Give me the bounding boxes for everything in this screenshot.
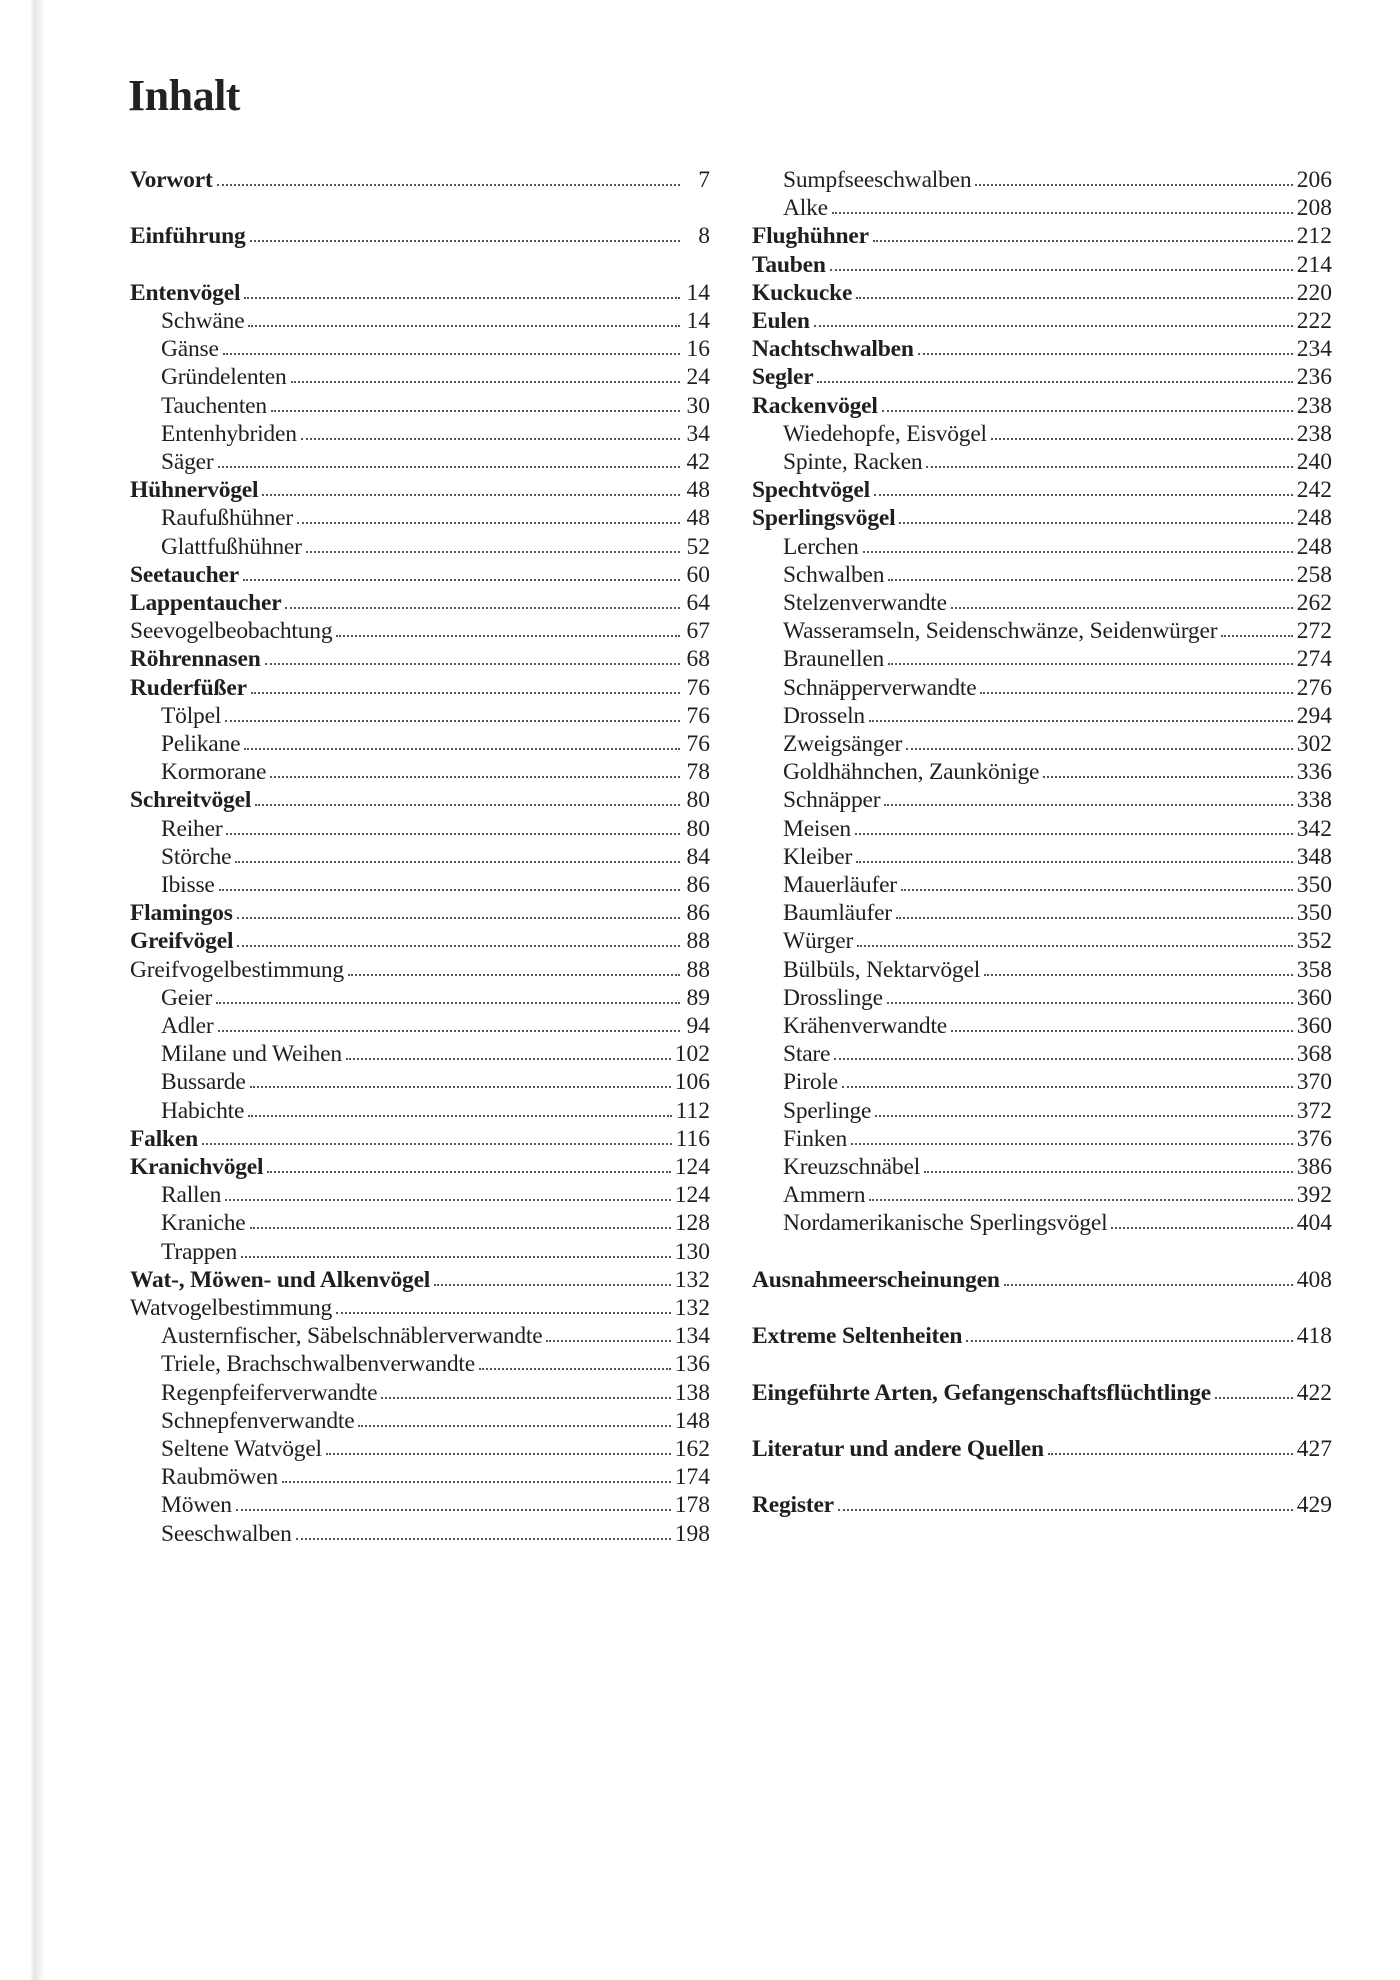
toc-entry[interactable] (161, 1517, 710, 1552)
dot-leader (817, 380, 1292, 383)
toc-entry-label: Spinte, Racken (783, 449, 923, 475)
dot-leader (926, 465, 1292, 468)
toc-entry-page-number: 240 (1296, 449, 1332, 475)
toc-entry-label: Literatur und andere Quellen (752, 1436, 1044, 1462)
toc-entry-label: Alke (783, 195, 828, 222)
toc-entry-label: Kraniche (161, 1210, 246, 1237)
toc-entry-label: Geier (161, 984, 213, 1011)
toc-entry-page-number: 8 (698, 223, 710, 250)
dot-leader (241, 1255, 671, 1258)
dot-leader (888, 662, 1293, 665)
toc-entry-page-number: 148 (674, 1407, 710, 1434)
toc-entry-page-number: 64 (686, 590, 710, 616)
dot-leader (251, 691, 680, 694)
dot-leader (918, 352, 1293, 355)
dot-leader (832, 211, 1293, 214)
toc-entry-page-number: 386 (1296, 1154, 1332, 1180)
dot-leader (951, 1029, 1293, 1032)
dot-leader (301, 437, 680, 440)
toc-entry-label: Watvogelbestimmung (130, 1295, 333, 1321)
toc-entry-page-number: 222 (1296, 308, 1332, 334)
toc-entry-label: Austernfischer, Säbelschnäblerverwandte (161, 1323, 543, 1350)
dot-leader (434, 1283, 671, 1286)
toc-entry-page-number: 372 (1296, 1097, 1332, 1124)
dot-leader (479, 1367, 671, 1370)
toc-entry-label: Nordamerikanische Sperlingsvögel (783, 1210, 1108, 1237)
toc-entry-label: Sperlingsvögel (752, 505, 896, 532)
toc-entry-label: Finken (783, 1125, 848, 1152)
dot-leader (546, 1339, 670, 1342)
toc-entry[interactable] (752, 1376, 1332, 1411)
toc-entry-page-number: 88 (686, 956, 710, 983)
toc-entry-label: Entenvögel (130, 279, 241, 306)
toc-entry-page-number: 418 (1296, 1323, 1332, 1350)
toc-entry-page-number: 352 (1296, 928, 1332, 955)
toc-entry-label: Nachtschwalben (752, 336, 914, 363)
toc-entry-label: Meisen (783, 815, 851, 842)
toc-entry-label: Seltene Watvögel (161, 1436, 322, 1462)
dot-leader (225, 1198, 671, 1201)
toc-entry-label: Störche (161, 843, 232, 870)
toc-entry-page-number: 76 (686, 702, 710, 729)
toc-entry-page-number: 214 (1296, 251, 1332, 278)
toc-entry-label: Schnäpper (783, 787, 881, 814)
toc-entry-label: Eulen (752, 308, 810, 334)
toc-entry-label: Tölpel (161, 702, 222, 729)
toc-entry-label: Pelikane (161, 731, 241, 757)
dot-leader (975, 183, 1292, 186)
dot-leader (951, 606, 1293, 609)
dot-leader (250, 1226, 671, 1229)
dot-leader (1048, 1452, 1293, 1455)
toc-entry-page-number: 429 (1296, 1492, 1332, 1519)
toc-entry-label: Drosseln (783, 702, 865, 729)
toc-entry-page-number: 368 (1296, 1041, 1332, 1068)
toc-entry-page-number: 338 (1296, 787, 1332, 814)
toc-entry-label: Lappentaucher (130, 590, 282, 616)
toc-entry-page-number: 116 (675, 1125, 710, 1152)
dot-leader (838, 1508, 1293, 1511)
toc-entry-page-number: 174 (674, 1464, 710, 1491)
toc-entry-label: Kranichvögel (130, 1154, 264, 1180)
toc-entry-page-number: 198 (674, 1520, 710, 1547)
dot-leader (218, 1029, 680, 1032)
toc-entry-label: Säger (161, 449, 214, 475)
toc-entry-label: Goldhähnchen, Zaunkönige (783, 759, 1040, 786)
dot-leader (237, 916, 680, 919)
toc-entry-page-number: 48 (686, 505, 710, 532)
toc-entry-label: Reiher (161, 815, 223, 842)
toc-entry-label: Ibisse (161, 872, 215, 898)
toc-entry-label: Seetaucher (130, 561, 239, 588)
toc-entry-label: Wasseramseln, Seidenschwänze, Seidenwürger (783, 618, 1218, 645)
toc-entry-label: Wat-, Möwen- und Alkenvögel (130, 1266, 431, 1293)
dot-leader (237, 944, 680, 947)
toc-entry-label: Schnepfenverwandte (161, 1407, 355, 1434)
dot-leader (896, 916, 1293, 919)
toc-entry-page-number: 76 (686, 674, 710, 701)
toc-entry-page-number: 208 (1296, 195, 1332, 222)
toc-entry-label: Gründelenten (161, 364, 287, 391)
dot-leader (226, 832, 680, 835)
toc-entry-label: Würger (783, 928, 854, 955)
toc-entry-label: Flamingos (130, 900, 233, 927)
toc-entry[interactable] (752, 1488, 1332, 1523)
dot-leader (282, 1480, 671, 1483)
dot-leader (1215, 1396, 1293, 1399)
dot-leader (856, 860, 1293, 863)
dot-leader (219, 888, 680, 891)
toc-entry[interactable] (752, 1319, 1332, 1354)
toc-entry-page-number: 106 (674, 1069, 710, 1096)
toc-entry[interactable] (752, 1432, 1332, 1467)
toc-entry-page-number: 238 (1296, 392, 1332, 419)
toc-entry-label: Greifvögel (130, 928, 234, 955)
toc-entry-label: Ammern (783, 1182, 866, 1209)
toc-entry-page-number: 302 (1296, 731, 1332, 757)
dot-leader (217, 183, 680, 186)
toc-entry-page-number: 78 (686, 759, 710, 786)
toc-entry-page-number: 408 (1296, 1266, 1332, 1293)
dot-leader (336, 1311, 671, 1314)
dot-leader (216, 1001, 680, 1004)
toc-entry-page-number: 162 (674, 1436, 710, 1462)
toc-entry-label: Adler (161, 1013, 214, 1039)
toc-entry-label: Seevogelbeobachtung (130, 618, 333, 645)
dot-leader (244, 296, 680, 299)
toc-entry-page-number: 124 (674, 1182, 710, 1209)
toc-entry-label: Schnäpperverwandte (783, 674, 977, 701)
toc-entry-page-number: 234 (1296, 336, 1332, 363)
page-title: Inhalt (128, 71, 240, 120)
dot-leader (262, 493, 680, 496)
dot-leader (834, 1057, 1292, 1060)
toc-entry-label: Gänse (161, 336, 219, 363)
dot-leader (243, 578, 680, 581)
dot-leader (856, 296, 1293, 299)
toc-entry[interactable] (130, 163, 710, 198)
toc-entry-page-number: 86 (686, 872, 710, 898)
toc-entry-label: Entenhybriden (161, 420, 297, 447)
toc-entry-page-number: 128 (674, 1210, 710, 1237)
dot-leader (855, 832, 1293, 835)
toc-entry-page-number: 336 (1296, 759, 1332, 786)
toc-entry[interactable] (130, 219, 710, 254)
dot-leader (225, 719, 680, 722)
toc-entry-label: Ausnahmeerscheinungen (752, 1266, 1000, 1293)
toc-entry-label: Triele, Brachschwalbenverwandte (161, 1351, 475, 1378)
toc-entry-label: Zweigsänger (783, 731, 903, 757)
dot-leader (265, 662, 680, 665)
toc-entry-page-number: 206 (1296, 167, 1332, 193)
toc-entry-label: Kleiber (783, 843, 853, 870)
toc-entry-page-number: 134 (674, 1323, 710, 1350)
toc-entry-page-number: 212 (1296, 223, 1332, 250)
dot-leader (244, 747, 680, 750)
toc-entry[interactable] (752, 1263, 1332, 1298)
toc-entry-label: Hühnervögel (130, 477, 259, 504)
toc-entry-label: Stelzenverwandte (783, 590, 947, 616)
toc-entry-page-number: 178 (674, 1492, 710, 1519)
dot-leader (884, 803, 1292, 806)
toc-entry-label: Baumläufer (783, 900, 892, 927)
toc-entry-page-number: 258 (1296, 561, 1332, 588)
toc-entry-label: Habichte (161, 1097, 245, 1124)
toc-entry-label: Wiedehopfe, Eisvögel (783, 420, 987, 447)
dot-leader (348, 973, 680, 976)
dot-leader (887, 1001, 1293, 1004)
toc-entry-page-number: 350 (1296, 900, 1332, 927)
dot-leader (814, 324, 1293, 327)
toc-entry-page-number: 34 (686, 420, 710, 447)
toc-entry-page-number: 24 (686, 364, 710, 391)
toc-entry-page-number: 392 (1296, 1182, 1332, 1209)
dot-leader (1004, 1283, 1293, 1286)
toc-entry-page-number: 7 (698, 167, 710, 193)
toc-entry-page-number: 272 (1296, 618, 1332, 645)
toc-entry-page-number: 14 (686, 308, 710, 334)
toc-entry-label: Krähenverwandte (783, 1013, 948, 1039)
toc-entry-page-number: 370 (1296, 1069, 1332, 1096)
toc-entry-page-number: 294 (1296, 702, 1332, 729)
toc-entry-label: Greifvogelbestimmung (130, 956, 344, 983)
toc-entry-page-number: 94 (686, 1013, 710, 1039)
dot-leader (857, 944, 1293, 947)
toc-entry-page-number: 422 (1296, 1379, 1332, 1406)
toc-entry-page-number: 130 (674, 1238, 710, 1265)
toc-entry-label: Raubmöwen (161, 1464, 278, 1491)
dot-leader (218, 465, 680, 468)
toc-entry-label: Rallen (161, 1182, 222, 1209)
toc-entry-label: Flughühner (752, 223, 869, 250)
toc-entry-label: Pirole (783, 1069, 838, 1096)
dot-leader (984, 973, 1293, 976)
toc-entry-label: Sumpfseeschwalben (783, 167, 972, 193)
dot-leader (851, 1142, 1293, 1145)
toc-entry-page-number: 86 (686, 900, 710, 927)
toc-entry-page-number: 84 (686, 843, 710, 870)
toc-entry-page-number: 80 (686, 787, 710, 814)
toc-entry-label: Milane und Weihen (161, 1041, 342, 1068)
toc-entry-page-number: 404 (1296, 1210, 1332, 1237)
toc-entry-label: Vorwort (130, 167, 213, 193)
dot-leader (236, 1508, 671, 1511)
toc-entry-page-number: 112 (675, 1097, 710, 1124)
toc-entry-page-number: 30 (686, 392, 710, 419)
dot-leader (250, 239, 680, 242)
toc-entry-page-number: 52 (686, 533, 710, 560)
toc-entry-page-number: 102 (674, 1041, 710, 1068)
page-edge-shadow (0, 0, 46, 1980)
toc-entry-page-number: 248 (1296, 505, 1332, 532)
toc-entry-label: Kormorane (161, 759, 267, 786)
dot-leader (297, 521, 680, 524)
toc-entry-page-number: 136 (674, 1351, 710, 1378)
toc-entry-page-number: 376 (1296, 1125, 1332, 1152)
toc-entry-page-number: 342 (1296, 815, 1332, 842)
dot-leader (267, 1170, 670, 1173)
toc-entry-page-number: 350 (1296, 872, 1332, 898)
toc-entry-label: Kuckucke (752, 279, 853, 306)
dot-leader (966, 1339, 1292, 1342)
dot-leader (235, 860, 680, 863)
toc-entry-page-number: 16 (686, 336, 710, 363)
dot-leader (873, 239, 1293, 242)
dot-leader (830, 268, 1293, 271)
dot-leader (991, 437, 1293, 440)
dot-leader (869, 1198, 1292, 1201)
dot-leader (306, 550, 680, 553)
toc-entry-page-number: 124 (674, 1154, 710, 1180)
toc-entry-page-number: 274 (1296, 646, 1332, 673)
toc-entry-label: Ruderfüßer (130, 674, 247, 701)
dot-leader (980, 691, 1292, 694)
toc-entry-page-number: 76 (686, 731, 710, 757)
dot-leader (250, 1085, 671, 1088)
toc-entry-label: Möwen (161, 1492, 232, 1519)
toc-entry-label: Sperlinge (783, 1097, 872, 1124)
toc-entry-label: Bussarde (161, 1069, 246, 1096)
toc-entry-label: Schwalben (783, 561, 885, 588)
dot-leader (875, 1114, 1292, 1117)
dot-leader (326, 1452, 671, 1455)
toc-entry-page-number: 132 (674, 1295, 710, 1321)
toc-entry-page-number: 276 (1296, 674, 1332, 701)
dot-leader (346, 1057, 671, 1060)
toc-entry-page-number: 42 (686, 449, 710, 475)
toc-entry-label: Falken (130, 1125, 199, 1152)
toc-entry-label: Seeschwalben (161, 1520, 292, 1547)
toc-entry-label: Schwäne (161, 308, 245, 334)
dot-leader (1111, 1226, 1292, 1229)
toc-entry-label: Braunellen (783, 646, 885, 673)
toc-entry-label: Drosslinge (783, 984, 883, 1011)
toc-entry-page-number: 88 (686, 928, 710, 955)
dot-leader (358, 1424, 670, 1427)
toc-entry-page-number: 360 (1296, 984, 1332, 1011)
dot-leader (296, 1537, 671, 1540)
toc-entry[interactable] (783, 1206, 1332, 1241)
toc-entry-label: Glattfußhühner (161, 533, 302, 560)
toc-entry-label: Raufußhühner (161, 505, 294, 532)
toc-entry-page-number: 360 (1296, 1013, 1332, 1039)
toc-entry-page-number: 80 (686, 815, 710, 842)
toc-entry-label: Eingeführte Arten, Gefangenschaftsflüchtlinge (752, 1379, 1212, 1406)
toc-entry-label: Kreuzschnäbel (783, 1154, 921, 1180)
dot-leader (202, 1142, 672, 1145)
toc-entry-label: Röhrennasen (130, 646, 261, 673)
toc-entry-page-number: 60 (686, 561, 710, 588)
toc-entry-page-number: 248 (1296, 533, 1332, 560)
toc-entry-page-number: 236 (1296, 364, 1332, 391)
toc-entry-label: Segler (752, 364, 814, 391)
dot-leader (842, 1085, 1293, 1088)
toc-entry-page-number: 348 (1296, 843, 1332, 870)
dot-leader (270, 775, 680, 778)
toc-entry-page-number: 220 (1296, 279, 1332, 306)
dot-leader (882, 409, 1293, 412)
dot-leader (381, 1396, 670, 1399)
toc-entry-page-number: 427 (1296, 1436, 1332, 1462)
dot-leader (248, 1114, 671, 1117)
dot-leader (888, 578, 1292, 581)
dot-leader (255, 803, 680, 806)
toc-entry-label: Tauchenten (161, 392, 267, 419)
toc-entry-label: Rackenvögel (752, 392, 878, 419)
dot-leader (869, 719, 1293, 722)
toc-entry-page-number: 238 (1296, 420, 1332, 447)
dot-leader (924, 1170, 1293, 1173)
dot-leader (901, 888, 1293, 891)
toc-entry-page-number: 89 (686, 984, 710, 1011)
dot-leader (1221, 634, 1292, 637)
dot-leader (285, 606, 680, 609)
toc-entry-label: Stare (783, 1041, 831, 1068)
dot-leader (336, 634, 680, 637)
dot-leader (906, 747, 1293, 750)
toc-entry-page-number: 262 (1296, 590, 1332, 616)
dot-leader (874, 493, 1293, 496)
toc-entry-label: Mauerläufer (783, 872, 897, 898)
dot-leader (291, 380, 681, 383)
toc-entry-page-number: 242 (1296, 477, 1332, 504)
dot-leader (863, 550, 1293, 553)
toc-entry-label: Extreme Seltenheiten (752, 1323, 963, 1350)
toc-entry-label: Schreitvögel (130, 787, 252, 814)
dot-leader (223, 352, 680, 355)
dot-leader (1043, 775, 1293, 778)
toc-entry-page-number: 67 (686, 618, 710, 645)
toc-entry-label: Einführung (130, 223, 246, 250)
dot-leader (899, 521, 1292, 524)
toc-entry-label: Bülbüls, Nektarvögel (783, 956, 981, 983)
toc-entry-label: Lerchen (783, 533, 859, 560)
toc-entry-page-number: 132 (674, 1266, 710, 1293)
toc-entry-page-number: 14 (686, 279, 710, 306)
toc-entry-label: Regenpfeiferverwandte (161, 1379, 378, 1406)
toc-entry-page-number: 138 (674, 1379, 710, 1406)
toc-entry-page-number: 48 (686, 477, 710, 504)
toc-entry-label: Trappen (161, 1238, 238, 1265)
toc-entry-page-number: 358 (1296, 956, 1332, 983)
toc-entry-page-number: 68 (686, 646, 710, 673)
toc-entry-label: Tauben (752, 251, 826, 278)
toc-entry-label: Spechtvögel (752, 477, 870, 504)
toc-entry-label: Register (752, 1492, 834, 1519)
dot-leader (248, 324, 680, 327)
dot-leader (271, 409, 680, 412)
